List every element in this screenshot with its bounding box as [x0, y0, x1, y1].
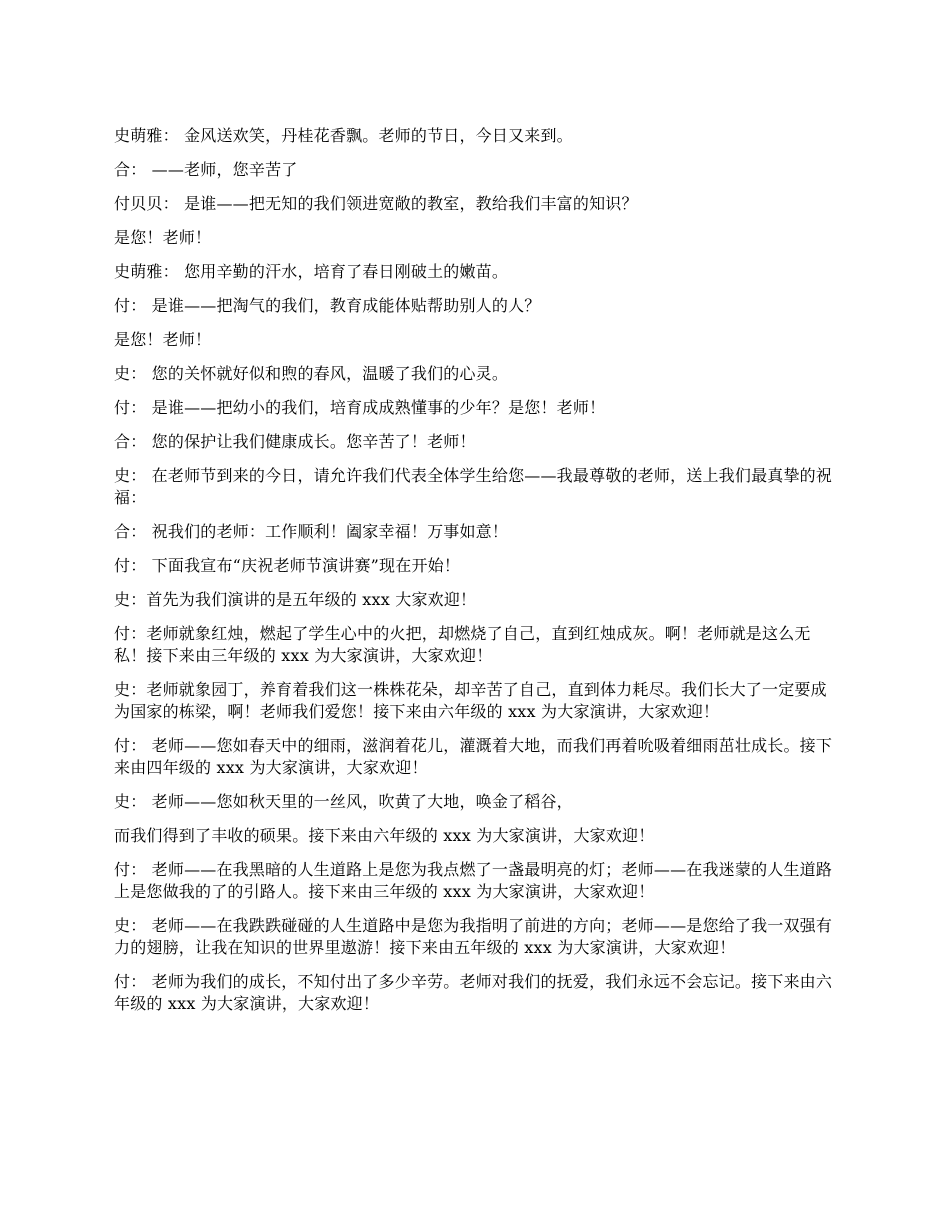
paragraph-9: 付： 是谁——把幼小的我们，培育成成熟懂事的少年？是您！老师！ — [114, 398, 606, 417]
paragraph-7: 是您！老师！ — [114, 330, 212, 349]
paragraph-6: 付： 是谁——把淘气的我们，教育成能体贴帮助别人的人？ — [114, 296, 541, 315]
paragraph-15: 付：老师就象红烛，燃起了学生心中的火把，却燃烧了自己，直到红烛成灰。啊！老师就是这么无私！接下来由三年级的 xxx 为大家演讲，大家欢迎！ — [114, 624, 811, 665]
paragraph-10: 合： 您的保护让我们健康成长。您辛苦了！老师！ — [114, 432, 476, 451]
paragraph-14: 史：首先为我们演讲的是五年级的 xxx 大家欢迎！ — [114, 590, 477, 609]
paragraph-8: 史： 您的关怀就好似和煦的春风，温暖了我们的心灵。 — [114, 364, 509, 383]
paragraph-1: 史萌雅： 金风送欢笑，丹桂花香飘。老师的节日，今日又来到。 — [114, 126, 573, 145]
paragraph-13: 付： 下面我宣布“庆祝老师节演讲赛”现在开始！ — [114, 556, 461, 575]
paragraph-4: 是您！老师！ — [114, 228, 212, 247]
paragraph-3: 付贝贝： 是谁——把无知的我们领进宽敞的教室，教给我们丰富的知识？ — [114, 194, 638, 213]
paragraph-12: 合： 祝我们的老师：工作顺利！阖家幸福！万事如意！ — [114, 522, 509, 541]
paragraph-21: 史： 老师——在我跌跌碰碰的人生道路中是您为我指明了前进的方向；老师——是您给了我一双强有力的翅膀，让我在知识的世界里遨游！接下来由五年级的 xxx 为大家演讲，大家欢迎！ — [114, 916, 833, 957]
paragraph-20: 付： 老师——在我黑暗的人生道路上是您为我点燃了一盏最明亮的灯；老师——在我迷蒙的人生道路上是您做我的了的引路人。接下来由三年级的 xxx 为大家演讲，大家欢迎！ — [114, 860, 833, 901]
paragraph-19: 而我们得到了丰收的硕果。接下来由六年级的 xxx 为大家演讲，大家欢迎！ — [114, 826, 655, 845]
paragraph-11: 史： 在老师节到来的今日，请允许我们代表全体学生给您——我最尊敬的老师，送上我们最真挚的祝福： — [114, 466, 833, 507]
paragraph-18: 史： 老师——您如秋天里的一丝风，吹黄了大地，唤金了稻谷， — [114, 792, 573, 811]
paragraph-16: 史：老师就象园丁，养育着我们这一株株花朵，却辛苦了自己，直到体力耗尽。我们长大了一定要成为国家的栋梁，啊！老师我们爱您！接下来由六年级的 xxx 为大家演讲，大家欢迎！ — [114, 680, 827, 721]
paragraph-17: 付： 老师——您如春天中的细雨，滋润着花儿，灌溉着大地，而我们再着吮吸着细雨茁壮成长。接下来由四年级的 xxx 为大家演讲，大家欢迎！ — [114, 736, 833, 777]
paragraph-5: 史萌雅： 您用辛勤的汗水，培育了春日刚破土的嫩苗。 — [114, 262, 509, 281]
paragraph-2: 合： ——老师，您辛苦了 — [114, 160, 298, 179]
paragraph-22: 付： 老师为我们的成长，不知付出了多少辛劳。老师对我们的抚爱，我们永远不会忘记。接下来由六年级的 xxx 为大家演讲，大家欢迎！ — [114, 972, 833, 1013]
